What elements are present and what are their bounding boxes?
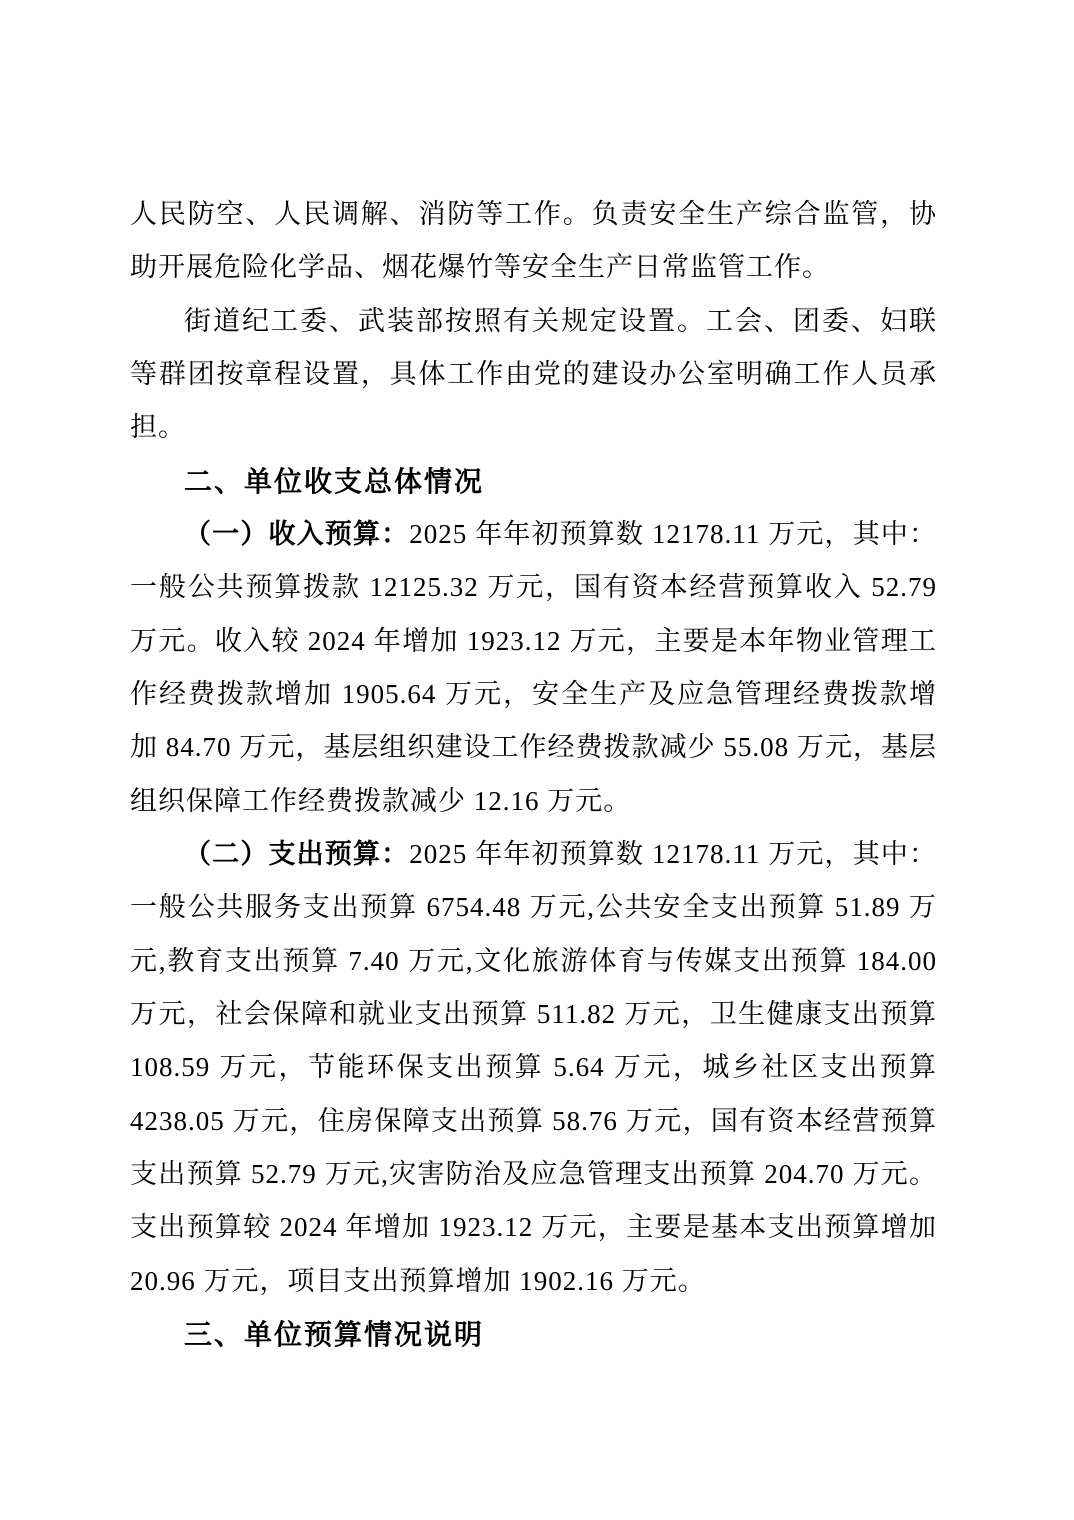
document-page (130, 188, 937, 1361)
text-line: 组织保障工作经费拨款减少 12.16 万元。 (130, 785, 632, 816)
text-line: 一般公共服务支出预算 6754.48 万元,公共安全支出预算 51.89 万 (130, 892, 937, 923)
text-line: 人民防空、人民调解、消防等工作。负责安全生产综合监管，协 (130, 199, 937, 229)
text-line: 担。 (130, 412, 186, 443)
text-line: 4238.05 万元，住房保障支出预算 58.76 万元，国有资本经营预算 (130, 1105, 937, 1136)
text-line: 支出预算 52.79 万元,灾害防治及应急管理支出预算 204.70 万元。 (130, 1158, 937, 1189)
paragraph-lead: （二）支出预算： (184, 838, 410, 869)
text-line: 助开展危险化学品、烟花爆竹等安全生产日常监管工作。 (130, 252, 830, 283)
text-line: 加 84.70 万元，基层组织建设工作经费拨款减少 55.08 万元，基层 (130, 732, 937, 763)
text-line: 作经费拨款增加 1905.64 万元，安全生产及应急管理经费拨款增 (130, 678, 937, 709)
text-line: 108.59 万元，节能环保支出预算 5.64 万元，城乡社区支出预算 (130, 1052, 937, 1083)
paragraph (130, 188, 937, 295)
text-line: 二、单位收支总体情况 (184, 465, 485, 497)
text-line: 20.96 万元，项目支出预算增加 1902.16 万元。 (130, 1265, 706, 1296)
text-line: （二）支出预算：2025 年年初预算数 12178.11 万元，其中： (184, 838, 938, 869)
text-line: 街道纪工委、武装部按照有关规定设置。工会、团委、妇联 (184, 305, 937, 336)
paragraph (130, 828, 937, 1308)
paragraph-lead: （一）收入预算： (184, 518, 410, 549)
text-line: （一）收入预算：2025 年年初预算数 12178.11 万元，其中： (184, 518, 938, 549)
text-line: 万元。收入较 2024 年增加 1923.12 万元，主要是本年物业管理工 (130, 625, 937, 656)
text-line: 元,教育支出预算 7.40 万元,文化旅游体育与传媒支出预算 184.00 (130, 945, 937, 976)
text-line: 万元，社会保障和就业支出预算 511.82 万元，卫生健康支出预算 (130, 998, 937, 1029)
text-line: 等群团按章程设置，具体工作由党的建设办公室明确工作人员承 (130, 358, 937, 389)
text-line: 一般公共预算拨款 12125.32 万元，国有资本经营预算收入 52.79 (130, 572, 937, 603)
section-heading (130, 1308, 937, 1361)
section-heading (130, 455, 937, 508)
paragraph (130, 295, 937, 455)
paragraph (130, 508, 937, 828)
text-line: 支出预算较 2024 年增加 1923.12 万元，主要是基本支出预算增加 (130, 1212, 937, 1243)
text-line: 三、单位预算情况说明 (184, 1318, 485, 1350)
